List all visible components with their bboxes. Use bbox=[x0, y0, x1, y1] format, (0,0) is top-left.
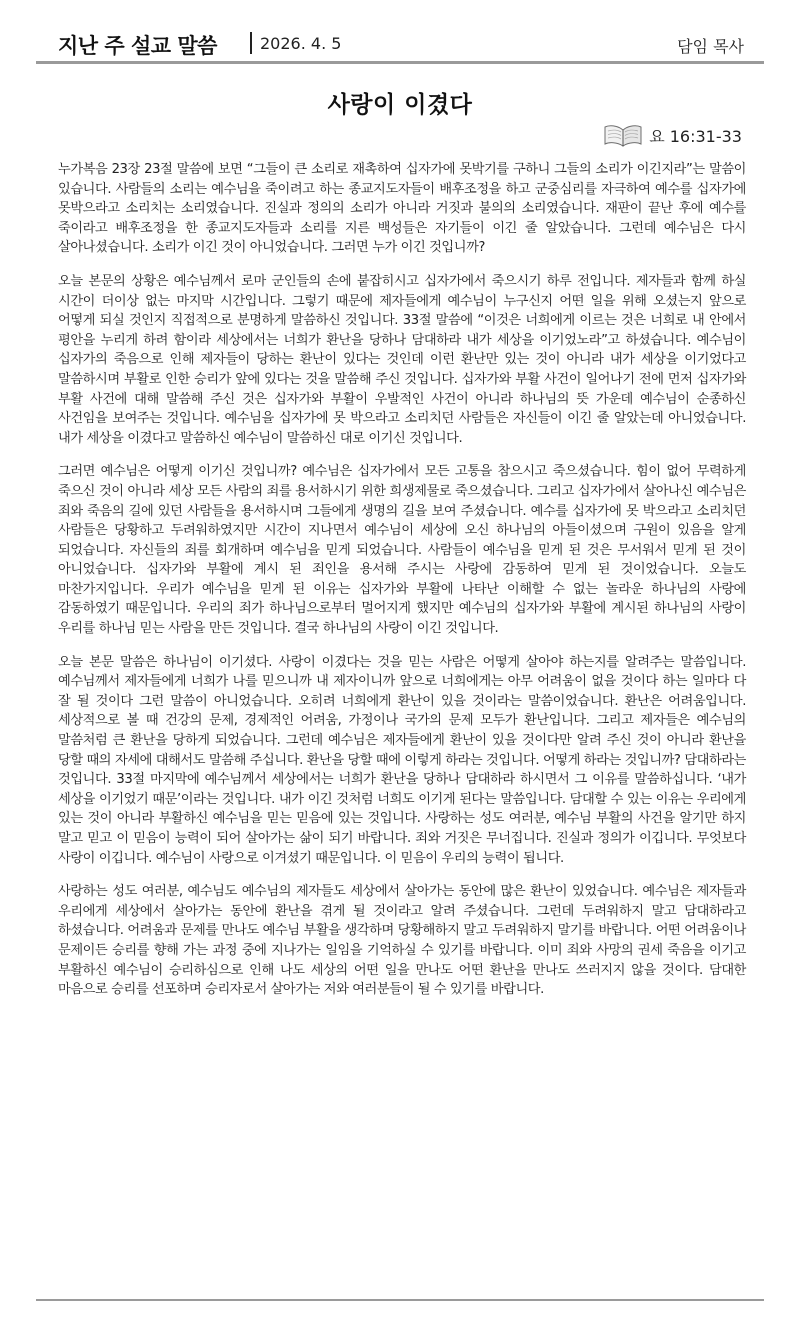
top-rule bbox=[36, 61, 764, 64]
section-title: 지난 주 설교 말씀 bbox=[58, 34, 217, 58]
sermon-paragraph-3: 그러면 예수님은 어떻게 이기신 것입니까? 예수님은 십자가에서 모든 고통을 참으시고 죽으셨습니다. 힘이 없어 무력하게 죽으신 것이 아니라 세상 모든 사람의 죄를 용서하시기 위한 희생제물로 죽으셨습니다. 그리고 십자가에서 살아나신 예수님은 죄와 죽음의 길에 있던 사람들을 용서하시며 그들에게 생명의 길을 보여 주셨습니다. 예수를 십자가에 못 박으라고 소리치던 사람들은 당황하고 두려워하였지만 시간이 지나면서 예수님이 세상에 오신 하나님의 아들이셨으며 구원이 있음을 알게 되었습니다. 자신들의 죄를 회개하며 예수님을 믿게 되었습니다. 사람들이 예수님을 믿게 된 것은 무서워서 믿게 된 것이 아니었습니다. 십자가와 부활에 계시 된 죄인을 용서해 주시는 사랑에 감동하여 믿게 된 것이었습니다. 오늘도 마찬가지입니다. 우리가 예수님을 믿게 된 이유는 십자가와 부활에 나타난 이해할 수 없는 놀라운 하나님의 사랑에 감동하였기 때문입니다. 우리의 죄가 하나님으로부터 멀어지게 했지만 예수님의 십자가와 부활에 계시된 하나님의 사랑이 우리를 하나님 믿는 사람을 만든 것입니다. 결국 하나님의 사랑이 이긴 것입니다. bbox=[58, 464, 746, 637]
sermon-paragraph-4: 오늘 본문 말씀은 하나님이 이기셨다. 사랑이 이겼다는 것을 믿는 사람은 어떻게 살아야 하는지를 알려주는 말씀입니다. 예수님께서 제자들에게 너희가 나를 믿으니까 내 제자이니까 앞으로 너희에게는 아무 어려움이 없을 것이다 하는 일마다 다 잘 될 것이다 그런 말씀이 아니었습니다. 오히려 너희에게 환난이 있을 것이라는 말씀이었습니다. 환난은 어려움입니다. 세상적으로 볼 때 건강의 문제, 경제적인 어려움, 가정이나 국가의 문제 모두가 환난입니다. 그리고 제자들은 예수님의 말씀처럼 큰 환난을 당하게 되었습니다. 그런데 예수님은 제자들에게 환난이 있을 것이다만 알려 주신 것이 아니라 환난을 당할 때의 자세에 대해서도 말씀해 주십니다. 환난을 당할 때에 이렇게 하라는 것입니다. 어떻게 하라는 것입니까? 담대하라는 것입니다. 33절 마지막에 예수님께서 세상에서는 너희가 환난을 당하나 담대하라 하시면서 그 이유를 말씀하십니다. ‘내가 세상을 이기었기 때문’이라는 것입니다. 내가 이긴 것처럼 너희도 이기게 된다는 말씀입니다. 담대할 수 있는 이유는 우리에게 있는 것이 아니라 부활하신 예수님을 믿는 믿음에 있는 것입니다. 사랑하는 성도 여러분, 예수님 부활의 사건을 알기만 하지 말고 믿고 이 믿음이 능력이 되어 살아가는 삶이 되기 바랍니다. 죄와 거짓은 무너집니다. 진실과 정의가 이깁니다. 무엇보다 사랑이 이깁니다. 예수님이 사랑으로 이겨셨기 때문입니다. 이 믿음이 우리의 능력이 됩니다. bbox=[58, 654, 747, 866]
sermon-author: 담임 목사 bbox=[677, 37, 744, 56]
scripture-reference-text: 요 16:31-33 bbox=[649, 126, 742, 146]
sermon-body bbox=[58, 160, 746, 1014]
sermon-paragraph-2: 오늘 본문의 상황은 예수님께서 로마 군인들의 손에 붙잡히시고 십자가에서 죽으시기 하루 전입니다. 제자들과 함께 하실 시간이 더이상 없는 마지막 시간입니다. 그렇기 때문에 제자들에게 예수님이 누구신지 어떤 일을 위해 오셨는지 앞으로 어떻게 되실 것인지 직접적으로 분명하게 말씀하신 것입니다. 33절 말씀에 “이것은 너희에게 이르는 것은 너희로 내 안에서 평안을 누리게 하려 함이라 세상에서는 너희가 환난을 당하나 담대하라 내가 세상을 이기었노라”고 하셨습니다. 예수님이 십자가의 죽음으로 인해 제자들이 당하는 환난이 있다는 것인데 이런 환난만 있는 것이 아니라 내가 세상을 이기었다고 말씀하시며 부활로 인한 승리가 앞에 있다는 것을 말씀해 주신 것입니다. 십자가와 부활 사건이 일어나기 전에 먼저 십자가와 부활 사건에 대해 말씀해 주신 것은 십자가와 부활이 우발적인 사건이 아니라 하나님의 뜻 가운데 예수님이 순종하신 사건임을 보여주는 것입니다. 예수님을 십자가에 못 박으라고 소리치던 사람들은 자신들이 이긴 줄 알았는데 아니었습니다. 내가 세상을 이겼다고 말씀하신 예수님이 말씀하신 대로 이기신 것입니다. bbox=[58, 273, 746, 446]
sermon-paragraph-1: 누가복음 23장 23절 말씀에 보면 “그들이 큰 소리로 재촉하여 십자가에 못박기를 구하니 그들의 소리가 이긴지라”는 말씀이 있습니다. 사람들의 소리는 예수님을 죽이려고 하는 종교지도자들이 배후조정을 하고 군중심리를 자극하여 예수를 십자가에 못박으라고 소리치는 소리였습니다. 진실과 정의의 소리가 아니라 거짓과 불의의 소리였습니다. 재판이 끝난 후에 예수를 죽이라고 배후조정을 한 종교지도자들과 소리를 지른 백성들은 자기들이 이긴 줄 알았습니다. 그런데 예수님은 다시 살아나셨습니다. 소리가 이긴 것이 아니었습니다. 그러면 누가 이긴 것입니까? bbox=[58, 162, 746, 256]
sermon-date: 2026. 4. 5 bbox=[260, 34, 342, 53]
header-divider bbox=[250, 32, 252, 54]
bulletin-header bbox=[0, 0, 800, 60]
open-book-icon bbox=[603, 122, 643, 148]
sermon-title: 사랑이 이겼다 bbox=[327, 92, 473, 118]
sermon-paragraph-5: 사랑하는 성도 여러분, 예수님도 예수님의 제자들도 세상에서 살아가는 동안에 많은 환난이 있었습니다. 예수님은 제자들과 우리에게 세상에서 살아가는 동안에 환난을 겪게 될 것이라고 알려 주셨습니다. 그런데 두려워하지 말고 담대하라고 하셨습니다. 어려움과 문제를 만나도 예수님 부활을 생각하며 당황해하지 말고 두려워하지 말기를 바랍니다. 어떤 어려움이나 문제이든 승리를 향해 가는 과정 중에 지나가는 일임을 기억하실 수 있기를 바랍니다. 이미 죄와 사망의 권세 죽음을 이기고 부활하신 예수님이 승리하심으로 인해 나도 세상의 어떤 일을 만나도 어떤 환난을 만나도 쓰러지지 않을 것이다. 담대한 마음으로 승리를 선포하며 승리자로서 살아가는 저와 여러분들이 될 수 있기를 바랍니다. bbox=[58, 884, 746, 998]
scripture-reference bbox=[603, 122, 742, 148]
bottom-rule bbox=[36, 1299, 764, 1301]
